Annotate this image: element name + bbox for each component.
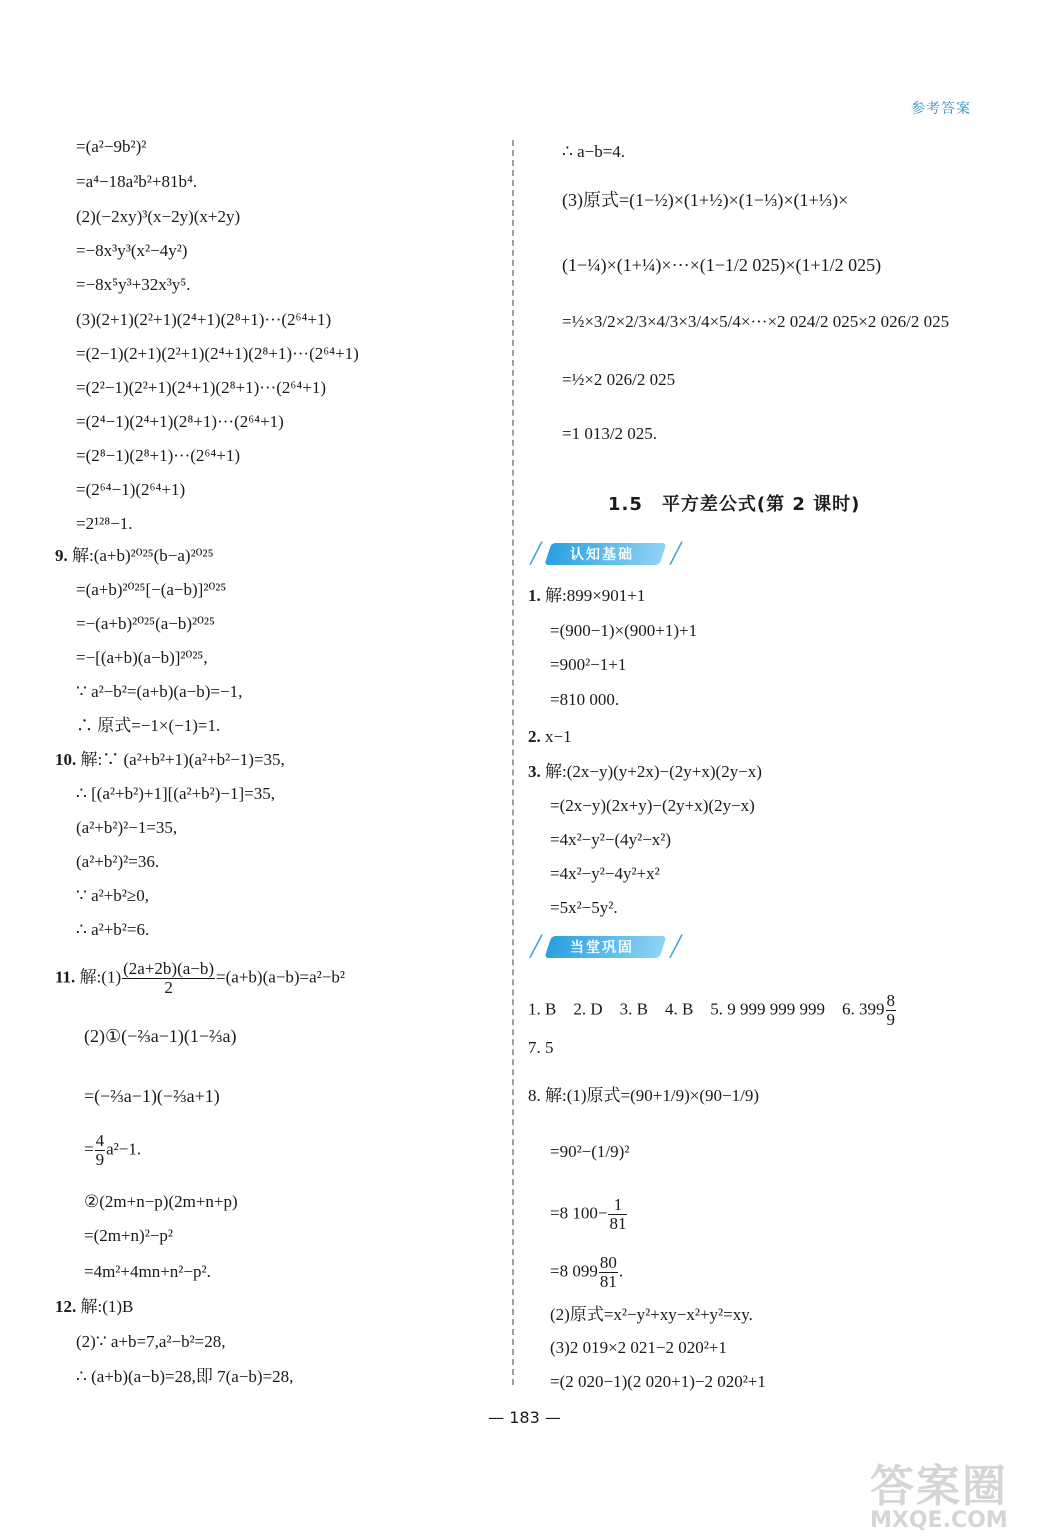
banner-cognitive-basics: ╱ 认知基础 ╱	[530, 541, 683, 565]
left-column-line: (2)(−2xy)³(x−2y)(x+2y)	[76, 207, 241, 226]
left-column-line: =(2⁸−1)(2⁸+1)···(2⁶⁴+1)	[76, 446, 241, 465]
right-line6: =1 013/2 025.	[562, 424, 658, 443]
left-column-line: =a⁴−18a²b²+81b⁴.	[76, 172, 198, 191]
left-column-line: (a²+b²)²−1=35,	[76, 818, 178, 837]
right-middle-line: 1. 解:899×901+1	[528, 586, 646, 605]
header-label: 参考答案	[911, 101, 971, 117]
right-line5: =½×2 026/2 025	[562, 370, 676, 389]
q11-line4: = $\frac{4}{9}$ a²−1.	[84, 1131, 142, 1169]
left-column-line: ∴ [(a²+b²)+1][(a²+b²)−1]=35,	[76, 784, 276, 803]
right-line4: =½×3/2×2/3×4/3×3/4×5/4×···×2 024/2 025×2 026/2 025	[562, 312, 950, 331]
left-column-line: =(2⁶⁴−1)(2⁶⁴+1)	[76, 480, 186, 499]
q8-line5: (2)原式=x²−y²+xy−x²+y²=xy.	[550, 1305, 753, 1324]
q8-line1: 8. 解:(1)原式=(90+1/9)×(90−1/9)	[528, 1086, 759, 1105]
left-column-line: =−8x⁵y³+32x³y⁵.	[76, 275, 191, 294]
left-column-line: =2¹²⁸−1.	[76, 514, 133, 533]
column-divider	[512, 140, 514, 1385]
right-line2: (3)原式=(1−½)×(1+½)×(1−⅓)×(1+⅓)×	[562, 190, 849, 210]
right-line3: (1−¼)×(1+¼)×···×(1−1/2 025)×(1+1/2 025)	[562, 255, 882, 275]
left-column-line: =(a²−9b²)²	[76, 137, 147, 156]
section-title: 1.5 平方差公式(第 2 课时)	[608, 494, 861, 515]
q11-line5: ②(2m+n−p)(2m+n+p)	[84, 1192, 238, 1211]
left-column-line: ∴ 原式=−1×(−1)=1.	[76, 716, 221, 735]
left-column-line: =−8x³y³(x²−4y²)	[76, 241, 188, 260]
q8-line7: =(2 020−1)(2 020+1)−2 020²+1	[550, 1372, 766, 1391]
q11-line1: 11. 解:(1) $\frac{(2a+2b)(a-b)}{2}$ =(a+b)(a−b)=a²−b²	[55, 959, 345, 997]
left-column-line: =(2⁴−1)(2⁴+1)(2⁸+1)···(2⁶⁴+1)	[76, 412, 284, 431]
q11-line6: =(2m+n)²−p²	[84, 1226, 174, 1245]
left-column-line: =−[(a+b)(a−b)]²⁰²⁵,	[76, 648, 208, 667]
right-middle-line: 2. x−1	[528, 727, 572, 746]
q8-line2: =90²−(1/9)²	[550, 1142, 630, 1161]
left-column-line: (3)(2+1)(2²+1)(2⁴+1)(2⁸+1)···(2⁶⁴+1)	[76, 310, 332, 329]
right-middle-line: =900²−1+1	[550, 655, 627, 674]
left-column-line: ∴ a²+b²=6.	[76, 920, 150, 939]
left-column-line: =(a+b)²⁰²⁵[−(a−b)]²⁰²⁵	[76, 580, 227, 599]
answers-row: 1. B 2. D 3. B 4. B 5. 9 999 999 999 6. 399 $\frac{8}{9}$	[528, 991, 896, 1029]
right-middle-line: =5x²−5y².	[550, 898, 618, 917]
q8-line3: =8 100− $\frac{1}{81}$	[550, 1195, 627, 1233]
q8-line4: =8 099 $\frac{80}{81}$ .	[550, 1253, 624, 1291]
q12-line3: ∴ (a+b)(a−b)=28,即 7(a−b)=28,	[76, 1367, 294, 1386]
left-column-line: ∵ a²−b²=(a+b)(a−b)=−1,	[76, 682, 243, 701]
q8-line6: (3)2 019×2 021−2 020²+1	[550, 1338, 727, 1357]
right-middle-line: 3. 解:(2x−y)(y+2x)−(2y+x)(2y−x)	[528, 762, 762, 781]
q12-line1: 12. 解:(1)B	[55, 1297, 134, 1316]
left-column-line: =(2−1)(2+1)(2²+1)(2⁴+1)(2⁸+1)···(2⁶⁴+1)	[76, 344, 359, 363]
q11-line3: =(−⅔a−1)(−⅔a+1)	[84, 1086, 220, 1106]
page-number: — 183 —	[488, 1408, 561, 1427]
right-middle-line: =810 000.	[550, 690, 620, 709]
right-middle-line: =4x²−y²−(4y²−x²)	[550, 830, 672, 849]
left-column-line: ∵ a²+b²≥0,	[76, 886, 149, 905]
watermark-logo: 答案圈 MXQE.COM	[870, 1461, 1008, 1533]
right-middle-line: =(900−1)×(900+1)+1	[550, 621, 698, 640]
left-column-line: =−(a+b)²⁰²⁵(a−b)²⁰²⁵	[76, 614, 215, 633]
right-middle-line: =4x²−y²−4y²+x²	[550, 864, 660, 883]
banner-in-class-consolidation: ╱ 当堂巩固 ╱	[530, 934, 683, 958]
left-column-line: =(2²−1)(2²+1)(2⁴+1)(2⁸+1)···(2⁶⁴+1)	[76, 378, 327, 397]
q12-line2: (2)∵ a+b=7,a²−b²=28,	[76, 1332, 226, 1351]
left-column-line: (a²+b²)²=36.	[76, 852, 160, 871]
q7-answer: 7. 5	[528, 1038, 554, 1057]
q11-line7: =4m²+4mn+n²−p².	[84, 1262, 211, 1281]
right-line1: ∴ a−b=4.	[562, 142, 626, 161]
left-column-line: 10. 解:∵ (a²+b²+1)(a²+b²−1)=35,	[55, 750, 285, 769]
q11-line2: (2)①(−⅔a−1)(1−⅔a)	[84, 1026, 237, 1046]
right-middle-line: =(2x−y)(2x+y)−(2y+x)(2y−x)	[550, 796, 755, 815]
left-column-line: 9. 解:(a+b)²⁰²⁵(b−a)²⁰²⁵	[55, 546, 214, 565]
